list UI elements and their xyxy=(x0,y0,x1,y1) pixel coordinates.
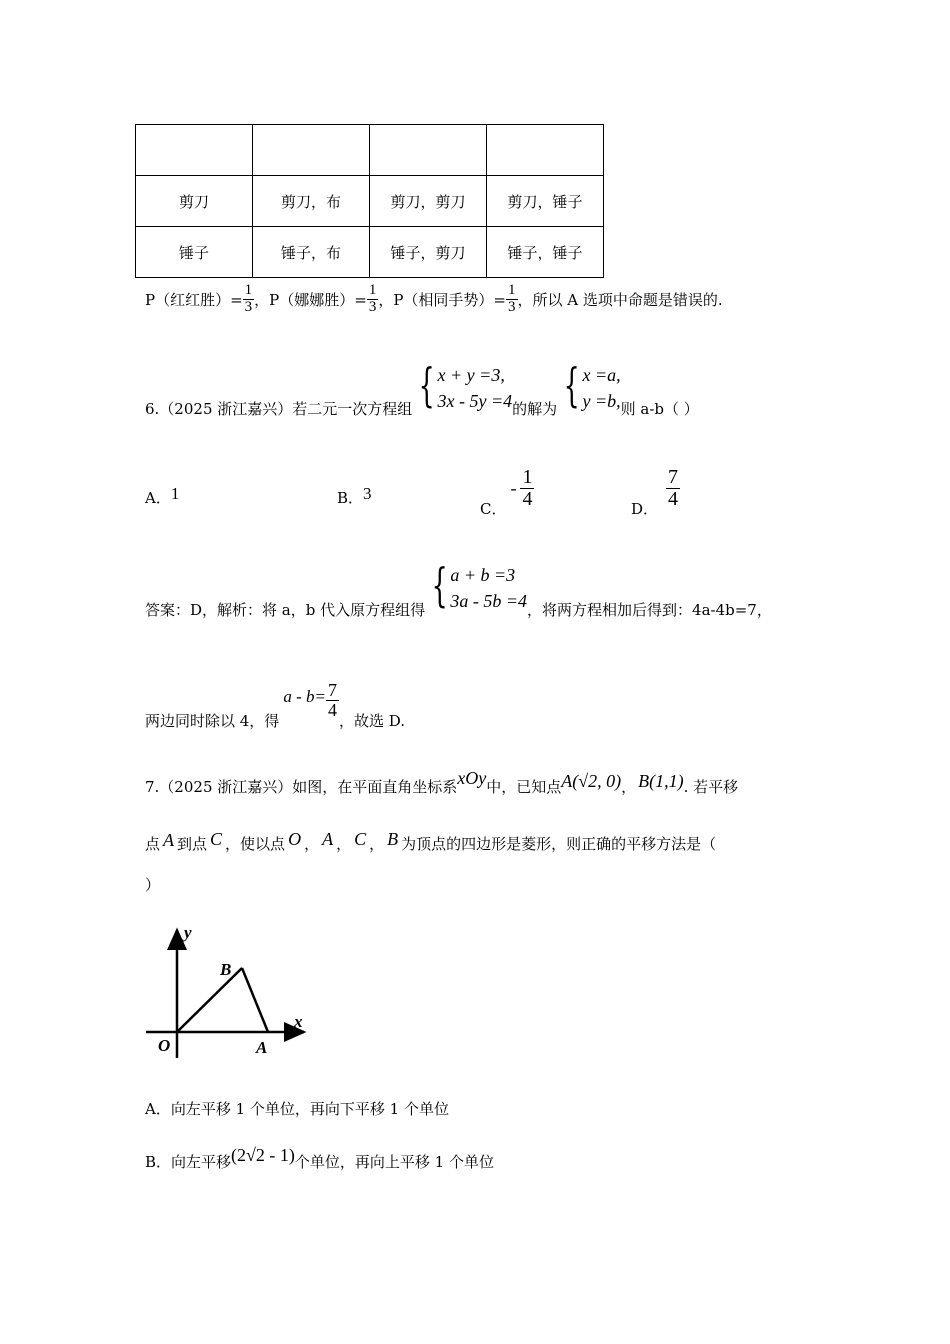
q7-option-b[interactable] xyxy=(145,1145,494,1172)
answer-line-2 xyxy=(145,670,405,731)
q7-text: 点 xyxy=(145,835,161,853)
q6-lead: 6.（2025 浙江嘉兴）若二元一次方程组 xyxy=(145,400,413,418)
q7-text: 到点 xyxy=(177,835,208,853)
q6-mid: 的解为 xyxy=(512,400,558,418)
q7-option-a[interactable]: A．向左平移 1 个单位，再向下平移 1 个单位 xyxy=(145,1100,449,1118)
table-cell: 剪刀，锤子 xyxy=(487,176,604,227)
left-brace-icon: { xyxy=(418,357,435,412)
point-c: C xyxy=(354,829,367,849)
point-a: A xyxy=(322,829,334,849)
left-brace-icon: { xyxy=(563,357,580,412)
fraction-one-third: $\frac{1}{3}$ xyxy=(368,282,377,315)
q7-sep: ， xyxy=(369,835,385,853)
origin-label: O xyxy=(158,1036,171,1055)
answer-line-1 xyxy=(145,555,772,620)
option-expr: (2√2 - 1) xyxy=(231,1145,295,1165)
option-a[interactable] xyxy=(145,484,180,508)
minus-sign: - xyxy=(510,478,517,498)
table-cell: 剪刀，剪刀 xyxy=(370,176,487,227)
table-cell: 锤子 xyxy=(136,227,253,278)
option-b[interactable] xyxy=(337,484,372,508)
option-d[interactable] xyxy=(631,458,680,519)
question-6 xyxy=(145,356,699,419)
x-label: x xyxy=(294,1012,303,1031)
fraction: $\frac{1}{4}$ xyxy=(522,466,533,510)
point-b-coord: B(1,1) xyxy=(638,771,684,791)
point-a: A xyxy=(163,830,175,850)
segment-ob xyxy=(177,968,242,1032)
answer-lead: 答案：D，解析：将 a，b 代入原方程组得 xyxy=(145,601,426,619)
table-cell xyxy=(253,125,370,176)
prob-red-label: P（红红胜）= xyxy=(145,290,243,309)
prob-conclusion: ，所以 A 选项中命题是错误的. xyxy=(517,290,723,309)
option-c[interactable] xyxy=(480,458,534,519)
coord-system: xOy xyxy=(457,768,487,788)
table-header-row xyxy=(136,125,604,176)
table-cell xyxy=(370,125,487,176)
table-cell: 锤子，布 xyxy=(253,227,370,278)
coordinate-figure xyxy=(140,918,320,1068)
point-a-coord: A(√2, 0) xyxy=(561,771,622,791)
equation-system-1 xyxy=(412,357,513,414)
fraction: $\frac{7}{4}$ xyxy=(668,466,679,510)
point-c: C xyxy=(210,829,223,849)
fraction-one-third: $\frac{1}{3}$ xyxy=(244,282,253,315)
prob-nana-label: ，P（娜娜胜）= xyxy=(254,290,367,309)
equation-row: x + y =3, xyxy=(437,364,505,385)
option-value: 1 xyxy=(170,484,180,503)
probability-line xyxy=(145,283,723,316)
q7-sep: ， xyxy=(304,835,320,853)
table-cell: 剪刀 xyxy=(136,176,253,227)
table-cell xyxy=(487,125,604,176)
equation-row: 3a - 5b =4 xyxy=(450,590,528,611)
option-label: D． xyxy=(631,500,659,518)
segment-ba xyxy=(242,968,268,1032)
prob-same-label: ，P（相同手势）= xyxy=(378,290,507,309)
q7-lead: 7.（2025 浙江嘉兴）如图，在平面直角坐标系 xyxy=(145,778,458,796)
table-row xyxy=(136,176,604,227)
question-7-line-3: ） xyxy=(145,876,161,894)
equation-row: 3x - 5y =4 xyxy=(437,390,513,411)
question-7-line-1 xyxy=(145,768,739,797)
table-cell xyxy=(136,125,253,176)
outcome-table xyxy=(135,124,604,278)
equation-system-3 xyxy=(425,557,528,614)
equation-row: x =a, xyxy=(582,364,621,385)
left-brace-icon: { xyxy=(431,557,448,612)
answer2-tail: ，故选 D. xyxy=(338,712,405,730)
q7-text: . 若平移 xyxy=(683,778,739,796)
answer2-lead: 两边同时除以 4，得 xyxy=(145,712,280,730)
equation-system-2 xyxy=(557,357,621,414)
point-b-label: B xyxy=(220,960,232,979)
table-row xyxy=(136,227,604,278)
q7-text: 为顶点的四边形是菱形，则正确的平移方法是（ xyxy=(401,835,717,853)
q6-tail: 则 a-b（ ） xyxy=(620,400,699,418)
option-label: B． xyxy=(337,489,364,507)
point-a-label: A xyxy=(256,1038,268,1057)
equation-row: a + b =3 xyxy=(450,564,516,585)
q7-text: ，使以点 xyxy=(225,835,286,853)
answer2-expr: a - b= xyxy=(283,686,326,706)
fraction-one-third: $\frac{1}{3}$ xyxy=(508,282,516,315)
fraction: $\frac{7}{4}$ xyxy=(327,680,337,720)
option-label: A． xyxy=(145,489,171,507)
q7-text: 中，已知点 xyxy=(486,778,562,796)
table-cell: 剪刀，布 xyxy=(253,176,370,227)
point-b: B xyxy=(387,829,399,849)
table-cell: 锤子，剪刀 xyxy=(370,227,487,278)
q7-comma: ， xyxy=(621,778,637,796)
point-o: O xyxy=(288,829,302,849)
answer-tail: ，将两方程相加后得到：4a-4b=7， xyxy=(527,601,772,619)
q7-sep: ， xyxy=(336,835,352,853)
option-value: 3 xyxy=(363,484,372,503)
option-tail: 个单位，再向上平移 1 个单位 xyxy=(294,1153,494,1171)
equation-row: y =b, xyxy=(582,390,621,411)
table-cell: 锤子，锤子 xyxy=(487,227,604,278)
y-label: y xyxy=(184,923,192,942)
option-label: B．向左平移 xyxy=(145,1153,232,1171)
question-7-line-2 xyxy=(145,829,717,854)
option-label: C． xyxy=(480,500,507,518)
